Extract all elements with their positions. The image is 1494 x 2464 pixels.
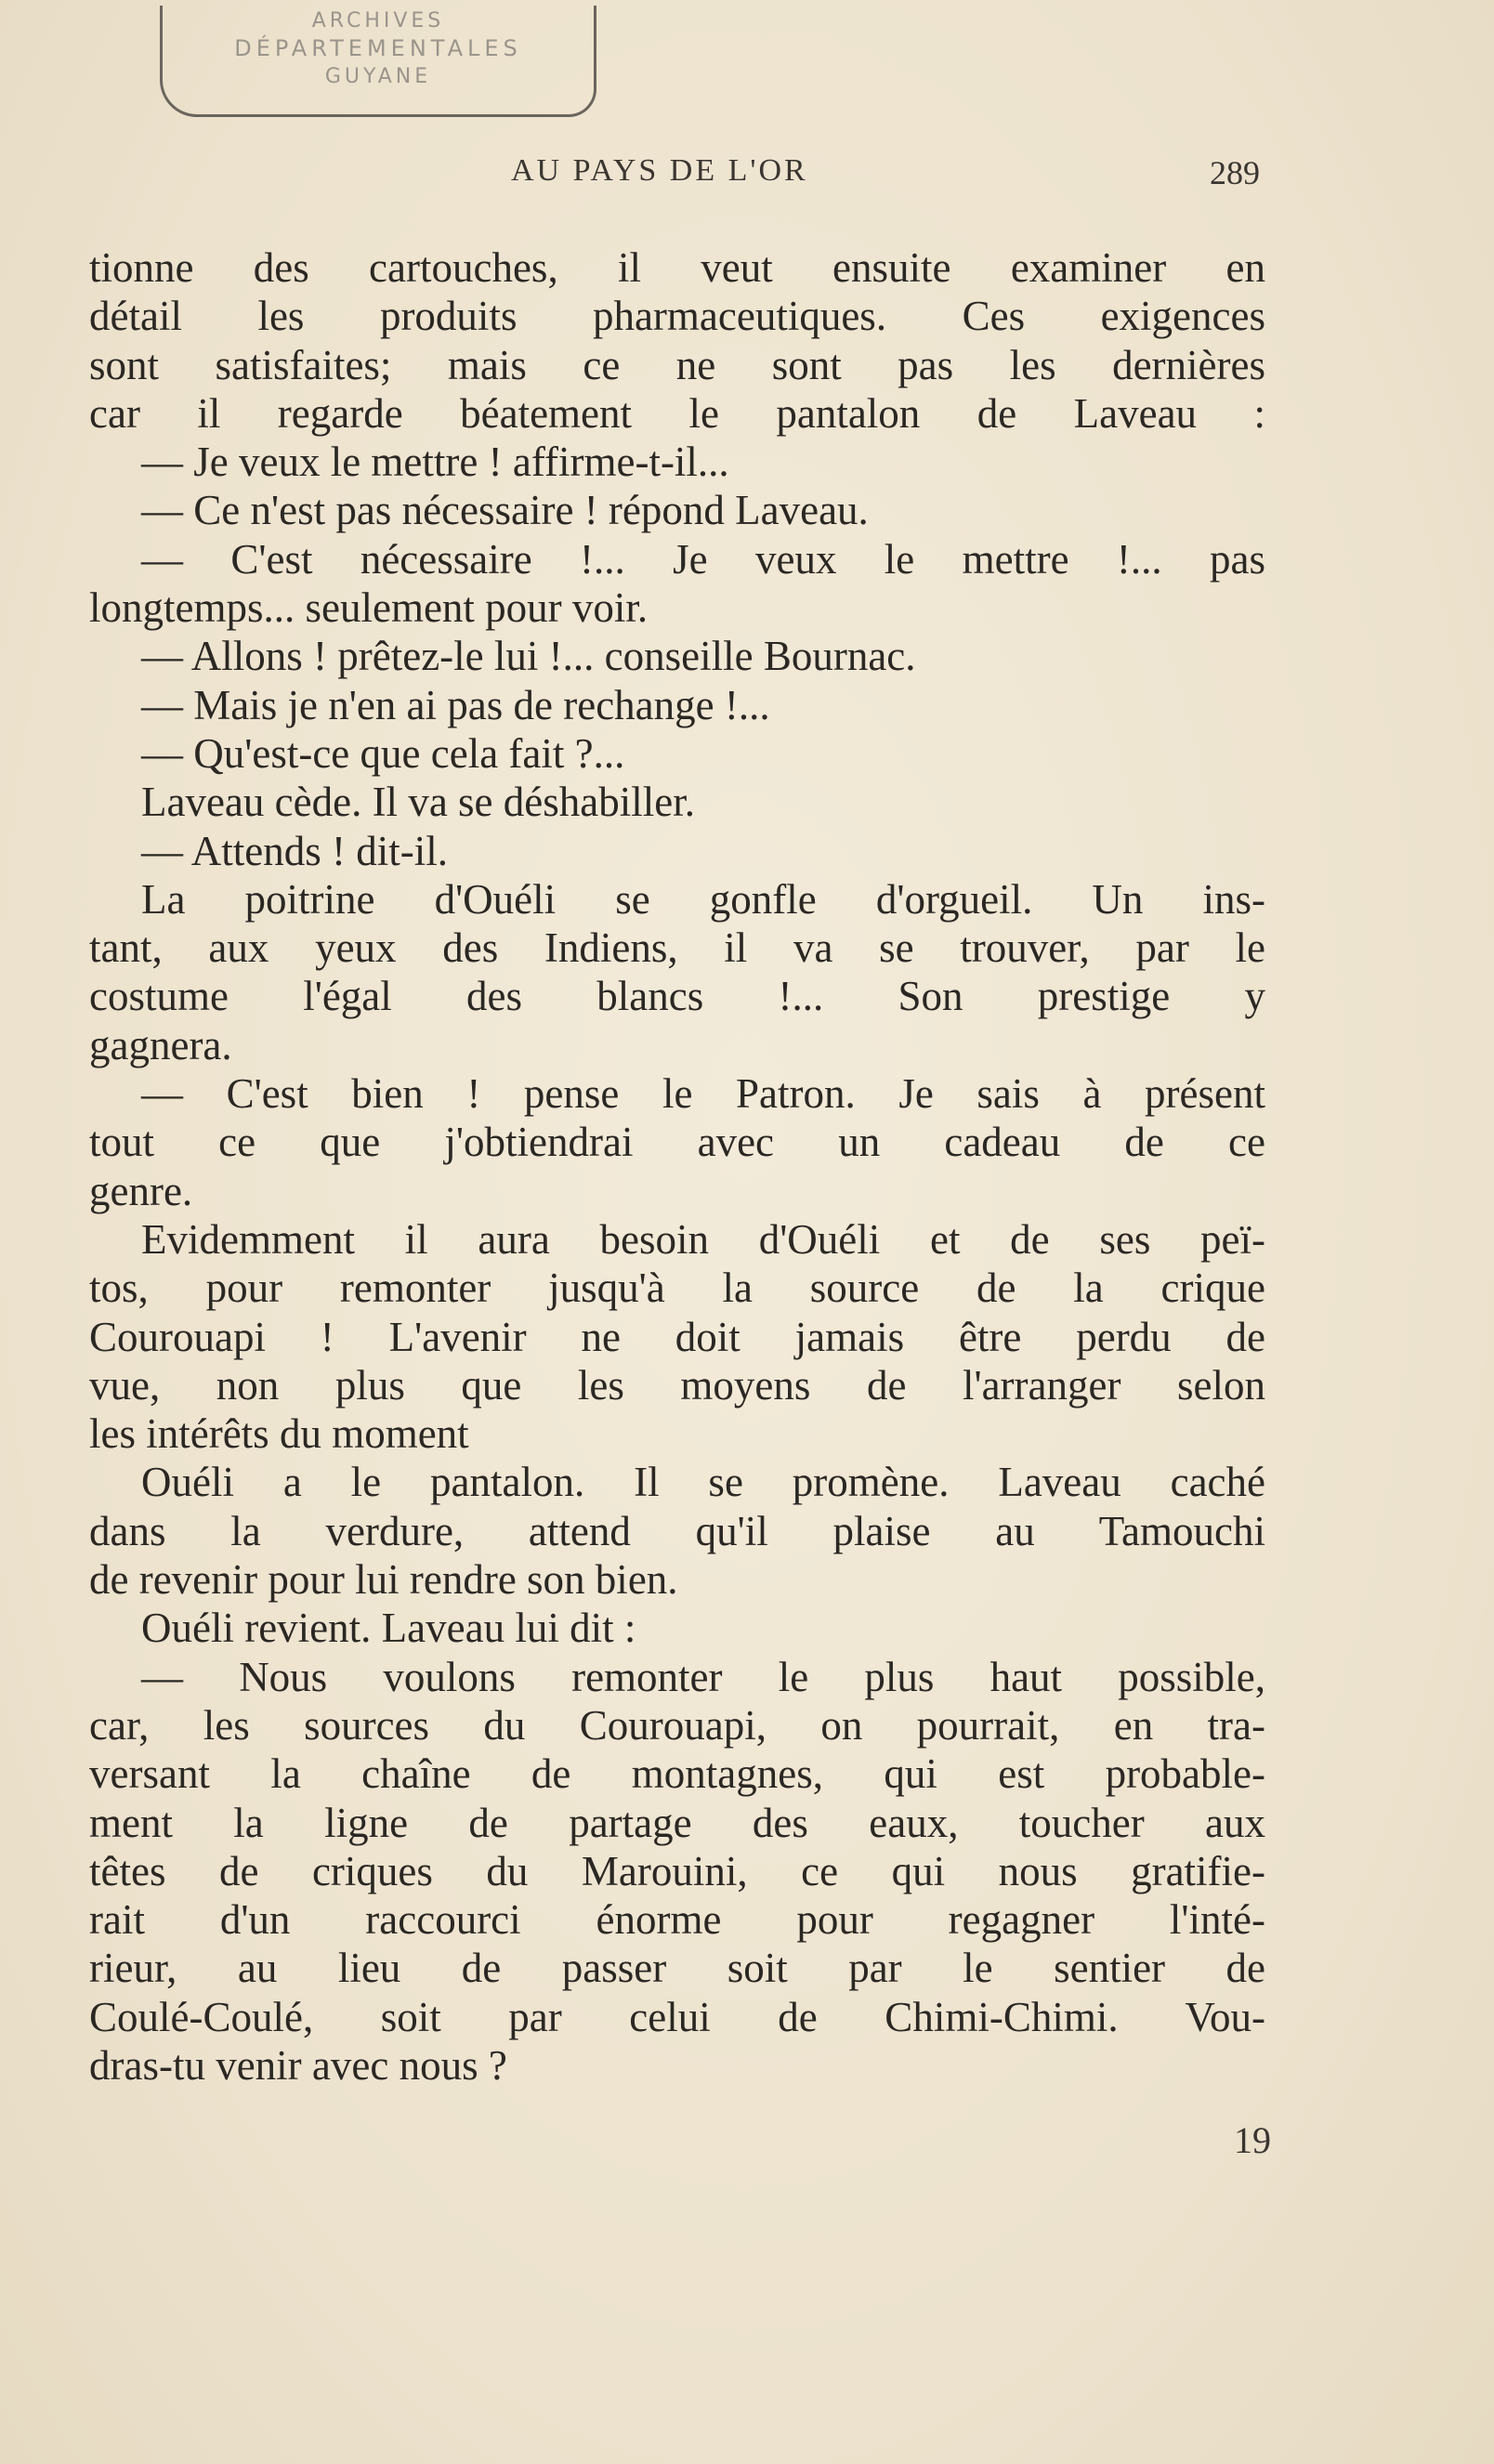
text-line: car il regarde béatement le pantalon de Laveau : xyxy=(89,389,1265,437)
text-line: — C'est nécessaire !... Je veux le mettre !... pas xyxy=(141,535,1265,583)
stamp-line-2: DÉPARTEMENTALES xyxy=(234,35,522,61)
text-line: car, les sources du Courouapi, on pourrait, en tra- xyxy=(89,1701,1265,1749)
text-line: Ouéli revient. Laveau lui dit : xyxy=(141,1605,636,1652)
stamp-line-1: ARCHIVES xyxy=(311,9,445,33)
text-line: dras-tu venir avec nous ? xyxy=(89,2041,507,2089)
text-line: — C'est bien ! pense le Patron. Je sais à présent xyxy=(141,1070,1265,1118)
body-text xyxy=(89,243,1265,2090)
text-line: têtes de criques du Marouini, ce qui nous gratifie- xyxy=(89,1847,1265,1894)
text-line: Coulé-Coulé, soit par celui de Chimi-Chimi. Vou- xyxy=(89,1993,1265,2040)
text-line: — Allons ! prêtez-le lui !... conseille Bournac. xyxy=(141,633,916,680)
text-line: — Qu'est-ce que cela fait ?... xyxy=(141,729,625,777)
text-line: costume l'égal des blancs !... Son prestige y xyxy=(89,973,1265,1020)
text-line: genre. xyxy=(89,1167,193,1214)
text-line: La poitrine d'Ouéli se gonfle d'orgueil. Un ins- xyxy=(141,875,1265,923)
text-line: Laveau cède. Il va se déshabiller. xyxy=(141,779,695,826)
text-line: tionne des cartouches, il veut ensuite examiner en xyxy=(89,244,1265,291)
text-line: dans la verdure, attend qu'il plaise au Tamouchi xyxy=(89,1507,1265,1554)
text-line: Ouéli a le pantalon. Il se promène. Laveau caché xyxy=(141,1459,1265,1506)
archive-stamp xyxy=(160,6,596,117)
text-line: tout ce que j'obtiendrai avec un cadeau de ce xyxy=(89,1119,1265,1166)
running-title: AU PAYS DE L'OR xyxy=(511,153,808,188)
text-line: — Attends ! dit-il. xyxy=(141,827,448,874)
text-line: — Nous voulons remonter le plus haut possible, xyxy=(141,1653,1265,1700)
page-number: 289 xyxy=(1210,154,1260,191)
text-line: — Mais je n'en ai pas de rechange !... xyxy=(141,681,770,728)
text-line: tos, pour remonter jusqu'à la source de la crique xyxy=(89,1265,1265,1312)
text-line: rait d'un raccourci énorme pour regagner l'inté- xyxy=(89,1896,1265,1944)
text-line: — Ce n'est pas nécessaire ! répond Laveau. xyxy=(141,487,869,534)
text-line: sont satisfaites; mais ce ne sont pas les dernières xyxy=(89,341,1265,388)
signature-mark: 19 xyxy=(1234,2119,1271,2161)
text-line: ment la ligne de partage des eaux, toucher aux xyxy=(89,1799,1265,1846)
text-line: Courouapi ! L'avenir ne doit jamais être perdu de xyxy=(89,1313,1265,1360)
text-line: les intérêts du moment xyxy=(89,1410,469,1458)
running-head xyxy=(0,153,1494,200)
text-line: — Je veux le mettre ! affirme-t-il... xyxy=(141,439,729,486)
text-line: versant la chaîne de montagnes, qui est probable- xyxy=(89,1750,1265,1798)
text-line: tant, aux yeux des Indiens, il va se trouver, par le xyxy=(89,924,1265,972)
text-line: détail les produits pharmaceutiques. Ces exigences xyxy=(89,293,1265,340)
text-line: rieur, au lieu de passer soit par le sentier de xyxy=(89,1945,1265,1992)
text-line: de revenir pour lui rendre son bien. xyxy=(89,1556,678,1604)
stamp-line-3: GUYANE xyxy=(324,65,432,88)
text-line: gagnera. xyxy=(89,1021,232,1068)
text-line: longtemps... seulement pour voir. xyxy=(89,584,649,632)
text-line: Evidemment il aura besoin d'Ouéli et de ses peï- xyxy=(141,1215,1265,1263)
text-line: vue, non plus que les moyens de l'arranger selon xyxy=(89,1361,1265,1409)
